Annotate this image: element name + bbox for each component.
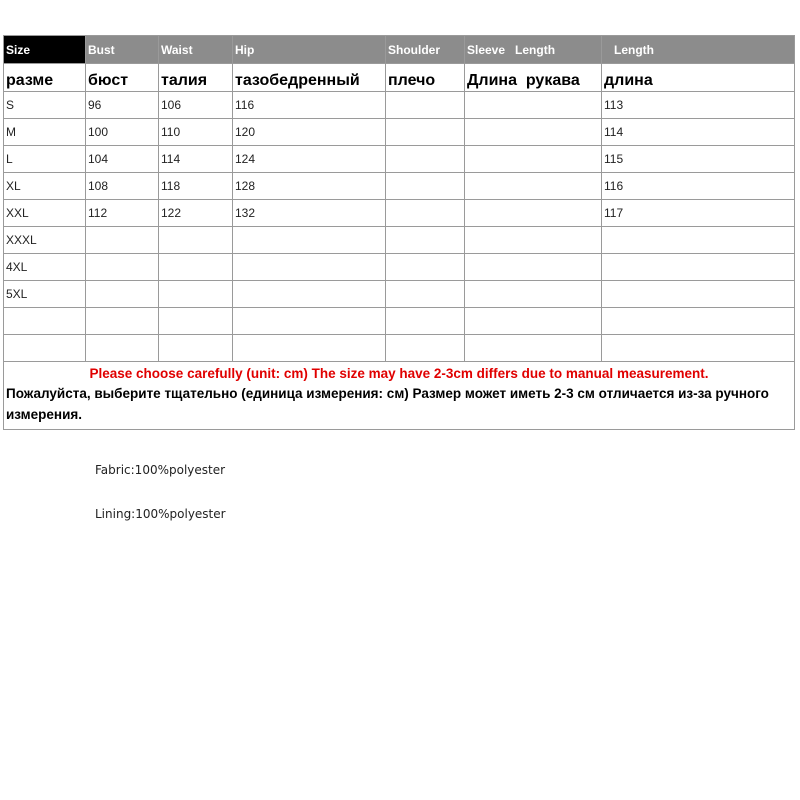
cell-hip: 124 (233, 146, 386, 173)
ru-header-sleeve-length: Длина рукава (465, 64, 602, 92)
cell-shoulder (386, 335, 465, 362)
cell-size: M (4, 119, 86, 146)
cell-sleeve-length (465, 308, 602, 335)
cell-size: 4XL (4, 254, 86, 281)
cell-hip (233, 254, 386, 281)
cell-shoulder (386, 281, 465, 308)
table-row (4, 200, 795, 227)
cell-shoulder (386, 200, 465, 227)
cell-waist: 122 (159, 200, 233, 227)
cell-waist: 118 (159, 173, 233, 200)
cell-shoulder (386, 308, 465, 335)
size-chart-table (3, 35, 795, 430)
cell-sleeve-length (465, 281, 602, 308)
cell-bust: 112 (86, 200, 159, 227)
table-row (4, 308, 795, 335)
ru-header-shoulder: плечо (386, 64, 465, 92)
cell-hip (233, 308, 386, 335)
header-waist: Waist (159, 36, 233, 64)
cell-sleeve-length (465, 119, 602, 146)
cell-hip (233, 335, 386, 362)
cell-waist (159, 335, 233, 362)
table-row (4, 119, 795, 146)
cell-shoulder (386, 254, 465, 281)
cell-bust: 104 (86, 146, 159, 173)
fabric-composition: Fabric:100%polyester (95, 463, 226, 477)
cell-waist (159, 281, 233, 308)
cell-sleeve-length (465, 335, 602, 362)
header-bust: Bust (86, 36, 159, 64)
cell-hip: 132 (233, 200, 386, 227)
cell-bust: 108 (86, 173, 159, 200)
cell-hip: 120 (233, 119, 386, 146)
measurement-note-row (4, 362, 795, 430)
table-row (4, 146, 795, 173)
cell-shoulder (386, 173, 465, 200)
table-header-row (4, 36, 795, 64)
cell-sleeve-length (465, 200, 602, 227)
cell-size (4, 308, 86, 335)
cell-length (602, 281, 795, 308)
cell-sleeve-length (465, 146, 602, 173)
cell-size: L (4, 146, 86, 173)
cell-bust (86, 281, 159, 308)
cell-hip: 116 (233, 92, 386, 119)
cell-sleeve-length (465, 227, 602, 254)
table-row (4, 254, 795, 281)
cell-bust (86, 308, 159, 335)
cell-hip (233, 227, 386, 254)
cell-length (602, 335, 795, 362)
cell-length (602, 308, 795, 335)
measurement-note-cell (4, 362, 795, 430)
header-sleeve-length: Sleeve Length (465, 36, 602, 64)
header-hip: Hip (233, 36, 386, 64)
ru-header-hip: тазобедренный (233, 64, 386, 92)
cell-bust (86, 227, 159, 254)
cell-size: 5XL (4, 281, 86, 308)
cell-waist (159, 308, 233, 335)
ru-header-bust: бюст (86, 64, 159, 92)
cell-sleeve-length (465, 173, 602, 200)
table-row (4, 281, 795, 308)
cell-waist: 114 (159, 146, 233, 173)
cell-size: XL (4, 173, 86, 200)
lining-composition: Lining:100%polyester (95, 507, 226, 521)
cell-waist: 106 (159, 92, 233, 119)
table-row (4, 335, 795, 362)
cell-bust: 100 (86, 119, 159, 146)
cell-size: XXL (4, 200, 86, 227)
cell-bust (86, 335, 159, 362)
measurement-note-russian: Пожалуйста, выберите тщательно (единица измерения: см) Размер может иметь 2-3 см отличается из-за ручного измерения. (6, 386, 769, 422)
cell-shoulder (386, 92, 465, 119)
cell-bust: 96 (86, 92, 159, 119)
table-row (4, 173, 795, 200)
cell-hip (233, 281, 386, 308)
cell-length (602, 254, 795, 281)
cell-sleeve-length (465, 92, 602, 119)
cell-waist: 110 (159, 119, 233, 146)
cell-size: XXXL (4, 227, 86, 254)
cell-hip: 128 (233, 173, 386, 200)
header-shoulder: Shoulder (386, 36, 465, 64)
cell-length: 116 (602, 173, 795, 200)
cell-length: 114 (602, 119, 795, 146)
ru-header-length: длина (602, 64, 795, 92)
header-size: Size (4, 36, 86, 64)
cell-length: 115 (602, 146, 795, 173)
cell-shoulder (386, 146, 465, 173)
cell-bust (86, 254, 159, 281)
table-row (4, 227, 795, 254)
cell-shoulder (386, 119, 465, 146)
ru-header-waist: талия (159, 64, 233, 92)
cell-size (4, 335, 86, 362)
cell-length: 117 (602, 200, 795, 227)
cell-length: 113 (602, 92, 795, 119)
cell-size: S (4, 92, 86, 119)
cell-waist (159, 227, 233, 254)
ru-header-size: разме (4, 64, 86, 92)
table-row (4, 92, 795, 119)
cell-shoulder (386, 227, 465, 254)
cell-sleeve-length (465, 254, 602, 281)
russian-header-row (4, 64, 795, 92)
measurement-note-english: Please choose carefully (unit: cm) The size may have 2-3cm differs due to manual measurement. (89, 366, 709, 381)
header-length: Length (602, 36, 795, 64)
cell-waist (159, 254, 233, 281)
cell-length (602, 227, 795, 254)
